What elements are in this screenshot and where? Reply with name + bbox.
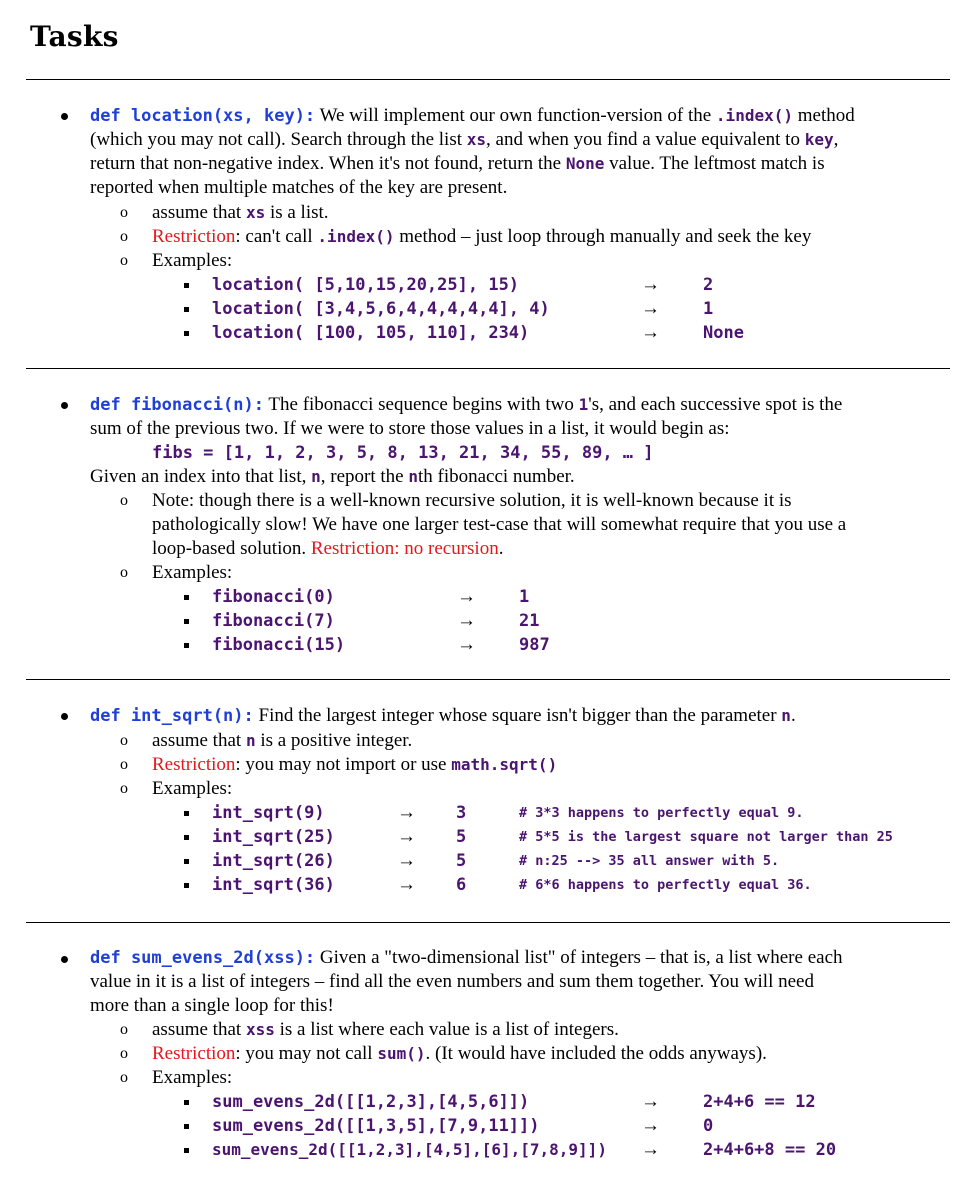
function-signature: def sum_evens_2d(xss): — [90, 948, 316, 968]
arrow-icon: → — [397, 874, 416, 895]
square-bullet — [184, 1124, 189, 1129]
task-int-sqrt-assume: assume that n is a positive integer. — [152, 730, 413, 751]
example-call: int_sqrt(36) — [212, 875, 335, 895]
square-bullet — [184, 643, 189, 648]
example-call: fibonacci(7) — [212, 611, 335, 631]
task-location-line-2: (which you may not call). Search through the list xs, and when you find a value equivalent to key, — [90, 129, 839, 150]
square-bullet — [184, 1100, 189, 1105]
divider — [26, 368, 950, 369]
divider — [26, 79, 950, 80]
function-signature: def int_sqrt(n): — [90, 706, 254, 726]
arrow-icon: → — [457, 634, 476, 655]
examples-label: Examples: — [152, 562, 233, 583]
page-title: Tasks — [30, 20, 119, 53]
arrow-icon: → — [641, 1091, 660, 1112]
example-comment: # 5*5 is the largest square not larger than 25 — [519, 829, 893, 845]
example-comment: # 3*3 happens to perfectly equal 9. — [519, 805, 804, 821]
task-fibonacci-note-1: Note: though there is a well-known recursive solution, it is well-known because it is — [152, 490, 792, 511]
sub-bullet: o — [120, 492, 128, 509]
example-result: 1 — [703, 299, 714, 319]
bullet — [61, 402, 68, 409]
square-bullet — [184, 811, 189, 816]
sub-bullet: o — [120, 564, 128, 581]
square-bullet — [184, 595, 189, 600]
example-result: 1 — [519, 587, 530, 607]
example-call: location( [100, 105, 110], 234) — [212, 323, 530, 343]
arrow-icon: → — [397, 850, 416, 871]
task-sum-evens-line-1: def sum_evens_2d(xss): Given a "two-dimensional list" of integers – that is, a list where each — [90, 947, 843, 968]
sub-bullet: o — [120, 780, 128, 797]
sub-bullet: o — [120, 204, 128, 221]
task-fibonacci-line-3: Given an index into that list, n, report the nth fibonacci number. — [90, 466, 575, 487]
sub-bullet: o — [120, 756, 128, 773]
arrow-icon: → — [641, 298, 660, 319]
arrow-icon: → — [641, 1115, 660, 1136]
task-location-line-3: return that non-negative index. When it's not found, return the None value. The leftmost match is — [90, 153, 825, 174]
example-call: location( [5,10,15,20,25], 15) — [212, 275, 520, 295]
fibs-list-code: fibs = [1, 1, 2, 3, 5, 8, 13, 21, 34, 55, 89, … ] — [152, 443, 654, 463]
example-call: sum_evens_2d([[1,3,5],[7,9,11]]) — [212, 1116, 540, 1136]
example-call: fibonacci(15) — [212, 635, 346, 655]
example-result: 2 — [703, 275, 714, 295]
square-bullet — [184, 619, 189, 624]
arrow-icon: → — [641, 322, 660, 343]
square-bullet — [184, 835, 189, 840]
example-result: 5 — [456, 827, 467, 847]
task-sum-evens-restriction: Restriction: you may not call sum(). (It would have included the odds anyways). — [152, 1043, 767, 1064]
example-call: int_sqrt(9) — [212, 803, 325, 823]
examples-label: Examples: — [152, 778, 233, 799]
example-result: 6 — [456, 875, 467, 895]
sub-bullet: o — [120, 252, 128, 269]
divider — [26, 922, 950, 923]
square-bullet — [184, 283, 189, 288]
task-fibonacci-line-2: sum of the previous two. If we were to store those values in a list, it would begin as: — [90, 418, 730, 439]
task-sum-evens-line-3: more than a single loop for this! — [90, 995, 334, 1016]
example-result: 987 — [519, 635, 550, 655]
bullet — [61, 956, 68, 963]
task-sum-evens-assume: assume that xss is a list where each value is a list of integers. — [152, 1019, 619, 1040]
task-location-line-4: reported when multiple matches of the key are present. — [90, 177, 508, 198]
task-sum-evens-line-2: value in it is a list of integers – find all the even numbers and sum them together. You will need — [90, 971, 814, 992]
example-result: None — [703, 323, 744, 343]
example-result: 2+4+6+8 == 20 — [703, 1140, 837, 1160]
sub-bullet: o — [120, 1021, 128, 1038]
square-bullet — [184, 307, 189, 312]
example-result: 3 — [456, 803, 467, 823]
square-bullet — [184, 883, 189, 888]
examples-label: Examples: — [152, 1067, 233, 1088]
example-call: fibonacci(0) — [212, 587, 335, 607]
task-int-sqrt-line-1: def int_sqrt(n): Find the largest integer whose square isn't bigger than the parameter n. — [90, 705, 796, 726]
task-location-restriction: Restriction: can't call .index() method – just loop through manually and seek the key — [152, 226, 812, 247]
function-signature: def location(xs, key): — [90, 106, 316, 126]
example-call: sum_evens_2d([[1,2,3],[4,5,6]]) — [212, 1092, 530, 1112]
square-bullet — [184, 859, 189, 864]
sub-bullet: o — [120, 228, 128, 245]
task-fibonacci-line-1: def fibonacci(n): The fibonacci sequence begins with two 1's, and each successive spot is the — [90, 394, 843, 415]
function-signature: def fibonacci(n): — [90, 395, 264, 415]
example-result: 21 — [519, 611, 540, 631]
example-call: location( [3,4,5,6,4,4,4,4,4], 4) — [212, 299, 550, 319]
example-call: sum_evens_2d([[1,2,3],[4,5],[6],[7,8,9]]) — [212, 1140, 607, 1159]
arrow-icon: → — [457, 586, 476, 607]
sub-bullet: o — [120, 1045, 128, 1062]
sub-bullet: o — [120, 1069, 128, 1086]
example-result: 2+4+6 == 12 — [703, 1092, 816, 1112]
examples-label: Examples: — [152, 250, 233, 271]
arrow-icon: → — [641, 1139, 660, 1160]
bullet — [61, 713, 68, 720]
task-int-sqrt-restriction: Restriction: you may not import or use math.sqrt() — [152, 754, 558, 775]
square-bullet — [184, 331, 189, 336]
example-result: 5 — [456, 851, 467, 871]
example-comment: # 6*6 happens to perfectly equal 36. — [519, 877, 812, 893]
arrow-icon: → — [397, 802, 416, 823]
task-fibonacci-note-3: loop-based solution. Restriction: no recursion. — [152, 538, 504, 559]
example-call: int_sqrt(26) — [212, 851, 335, 871]
arrow-icon: → — [457, 610, 476, 631]
task-location-line-1: def location(xs, key): We will implement our own function-version of the .index() method — [90, 105, 855, 126]
sub-bullet: o — [120, 732, 128, 749]
arrow-icon: → — [641, 274, 660, 295]
square-bullet — [184, 1148, 189, 1153]
task-location-assume: assume that xs is a list. — [152, 202, 329, 223]
arrow-icon: → — [397, 826, 416, 847]
example-result: 0 — [703, 1116, 714, 1136]
divider — [26, 679, 950, 680]
bullet — [61, 113, 68, 120]
task-fibonacci-note-2: pathologically slow! We have one larger test-case that will somewhat require that you use a — [152, 514, 847, 535]
example-call: int_sqrt(25) — [212, 827, 335, 847]
example-comment: # n:25 --> 35 all answer with 5. — [519, 853, 780, 869]
